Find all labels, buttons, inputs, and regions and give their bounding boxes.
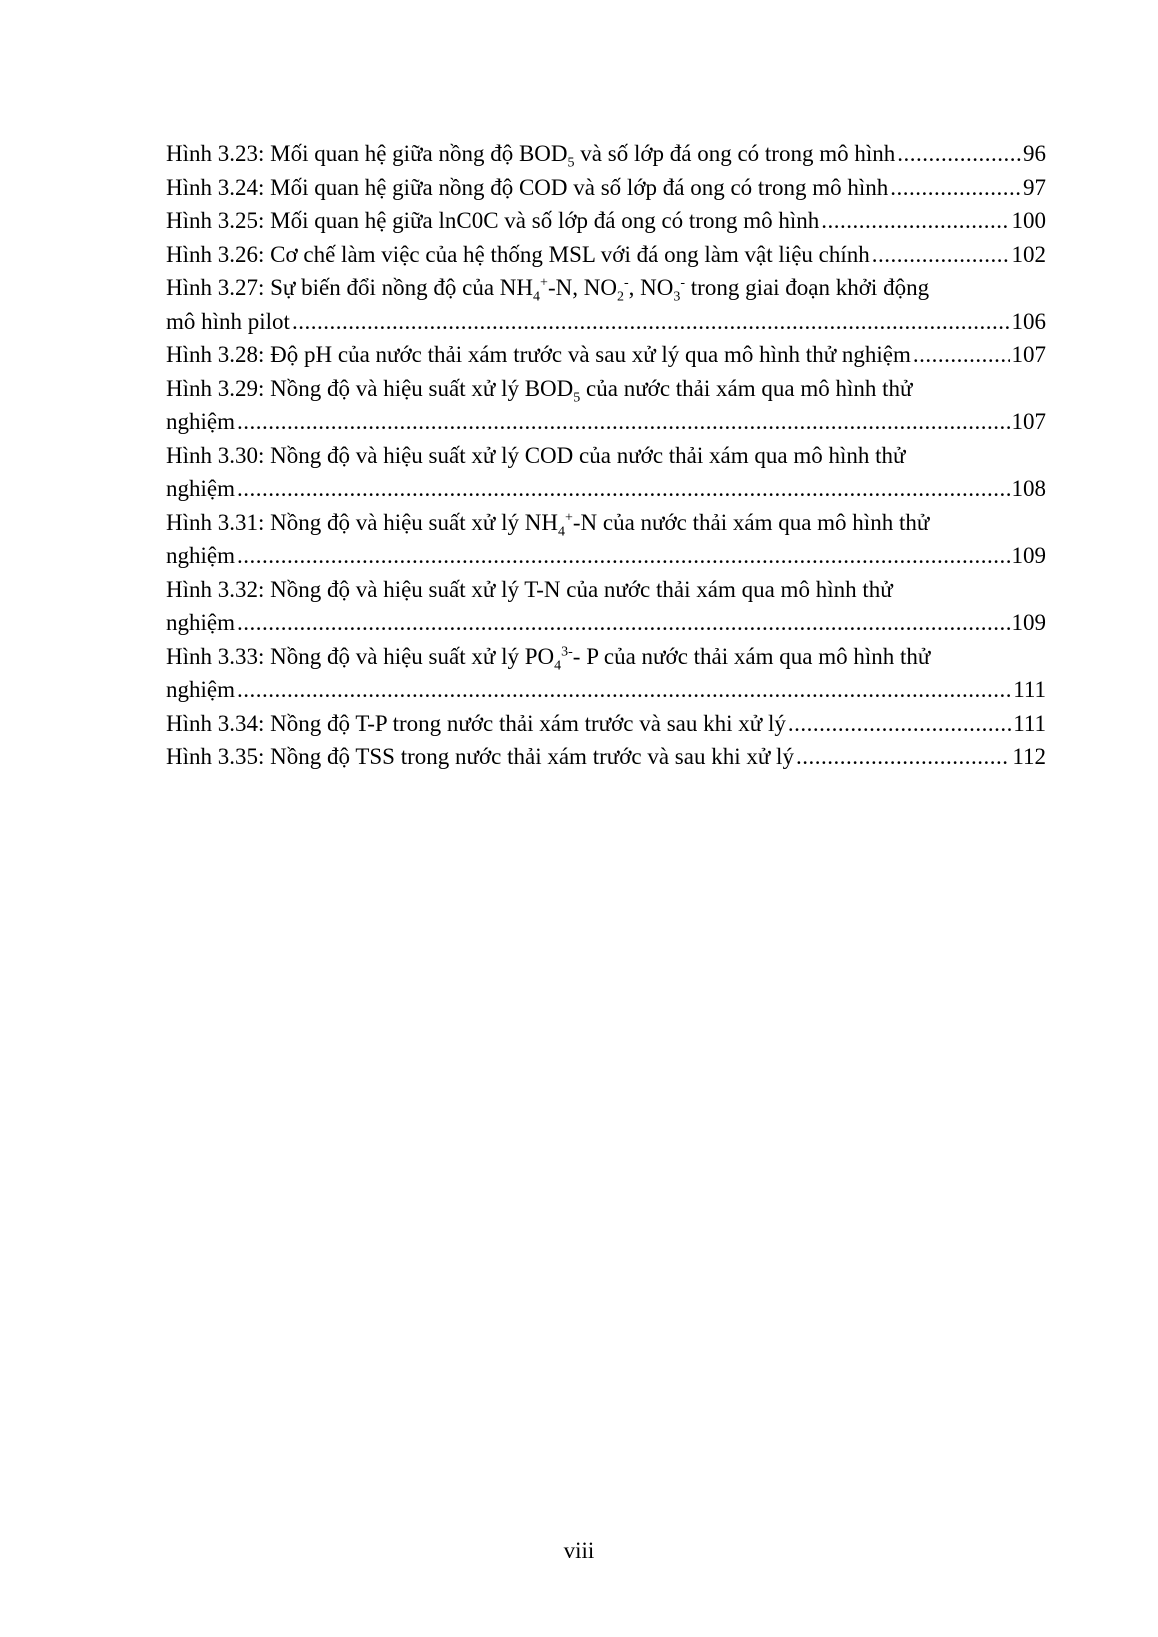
entry-page-number: 107 — [1011, 342, 1046, 367]
entry-page-number: 112 — [1012, 744, 1046, 769]
entry-title: Hình 3.34: Nồng độ T-P trong nước thải xám trước và sau khi xử lý — [166, 710, 786, 736]
dot-leader — [821, 204, 1009, 238]
dot-leader — [237, 673, 1011, 707]
entry-title: mô hình pilot — [166, 308, 290, 334]
entry-title: Hình 3.30: Nồng độ và hiệu suất xử lý COD của nước thải xám qua mô hình thử — [166, 442, 906, 468]
dot-leader — [237, 472, 1010, 506]
entry-page-number: 106 — [1011, 308, 1046, 334]
dot-leader — [796, 740, 1010, 774]
dot-leader — [237, 539, 1010, 573]
entry-title: nghiệm — [166, 476, 235, 501]
toc-entry[interactable] — [166, 204, 1046, 238]
entry-title: Hình 3.28: Độ pH của nước thải xám trước và sau xử lý qua mô hình thử nghiệm — [166, 342, 911, 367]
dot-leader — [788, 707, 1011, 741]
entry-title: Hình 3.32: Nồng độ và hiệu suất xử lý T-N của nước thải xám qua mô hình thử — [166, 576, 893, 602]
entry-title: Hình 3.33: Nồng độ và hiệu suất xử lý $PO_4^{3-}-$ P của nước thải xám qua mô hình thử — [166, 643, 931, 674]
dot-leader — [292, 305, 1010, 339]
toc-entry[interactable] — [166, 238, 1046, 272]
dot-leader — [890, 171, 1021, 205]
entry-page-number: 111 — [1013, 677, 1046, 702]
entry-page-number: 100 — [1011, 208, 1046, 233]
page-number: viii — [563, 1538, 595, 1563]
dot-leader — [913, 338, 1010, 372]
entry-title: nghiệm — [166, 677, 235, 702]
entry-title: Hình 3.31: Nồng độ và hiệu suất xử lý $NH_4^+-N$ của nước thải xám qua mô hình thử — [166, 509, 930, 540]
entry-title: Hình 3.35: Nồng độ TSS trong nước thải xám trước và sau khi xử lý — [166, 744, 794, 769]
entry-page-number: 109 — [1011, 610, 1046, 635]
dot-leader — [872, 238, 1010, 272]
dot-leader — [237, 405, 1010, 439]
toc-entry[interactable] — [166, 640, 1046, 707]
entry-page-number: 102 — [1011, 241, 1046, 267]
toc-entry[interactable] — [166, 171, 1046, 205]
toc-entry[interactable] — [166, 707, 1046, 741]
dot-leader — [897, 137, 1021, 171]
toc-entry[interactable] — [166, 573, 1046, 640]
entry-page-number: 96 — [1023, 141, 1046, 166]
toc-entry[interactable] — [166, 137, 1046, 171]
toc-entry[interactable] — [166, 372, 1046, 439]
entry-title: Hình 3.25: Mối quan hệ giữa lnC0C và số lớp đá ong có trong mô hình — [166, 208, 820, 233]
entry-title: nghiệm — [166, 610, 235, 635]
dot-leader — [237, 606, 1010, 640]
toc-entry[interactable] — [166, 740, 1046, 774]
entry-page-number: 107 — [1011, 409, 1046, 434]
entry-title: nghiệm — [166, 409, 235, 434]
toc-entry[interactable] — [166, 439, 1046, 506]
entry-title: Hình 3.26: Cơ chế làm việc của hệ thống MSL với đá ong làm vật liệu chính — [166, 241, 870, 267]
entry-title: Hình 3.23: Mối quan hệ giữa nồng độ $BOD_5$ và số lớp đá ong có trong mô hình — [166, 141, 896, 171]
entry-page-number: 97 — [1023, 174, 1046, 200]
entry-title: Hình 3.27: Sự biến đổi nồng độ của $NH_4^+-N$, $NO_2^-$, $NO_3^-$ trong giai đoạn khởi động — [166, 275, 930, 305]
entry-title: Hình 3.24: Mối quan hệ giữa nồng độ COD và số lớp đá ong có trong mô hình — [166, 174, 889, 200]
list-of-figures — [166, 137, 1046, 774]
entry-page-number: 109 — [1011, 543, 1046, 568]
entry-title: nghiệm — [166, 543, 235, 568]
entry-page-number: 108 — [1011, 476, 1046, 501]
entry-page-number: 111 — [1013, 710, 1046, 736]
toc-entry[interactable] — [166, 271, 1046, 338]
toc-entry[interactable] — [166, 338, 1046, 372]
toc-entry[interactable] — [166, 506, 1046, 573]
entry-title: Hình 3.29: Nồng độ và hiệu suất xử lý $BOD_5$ của nước thải xám qua mô hình thử — [166, 375, 913, 406]
